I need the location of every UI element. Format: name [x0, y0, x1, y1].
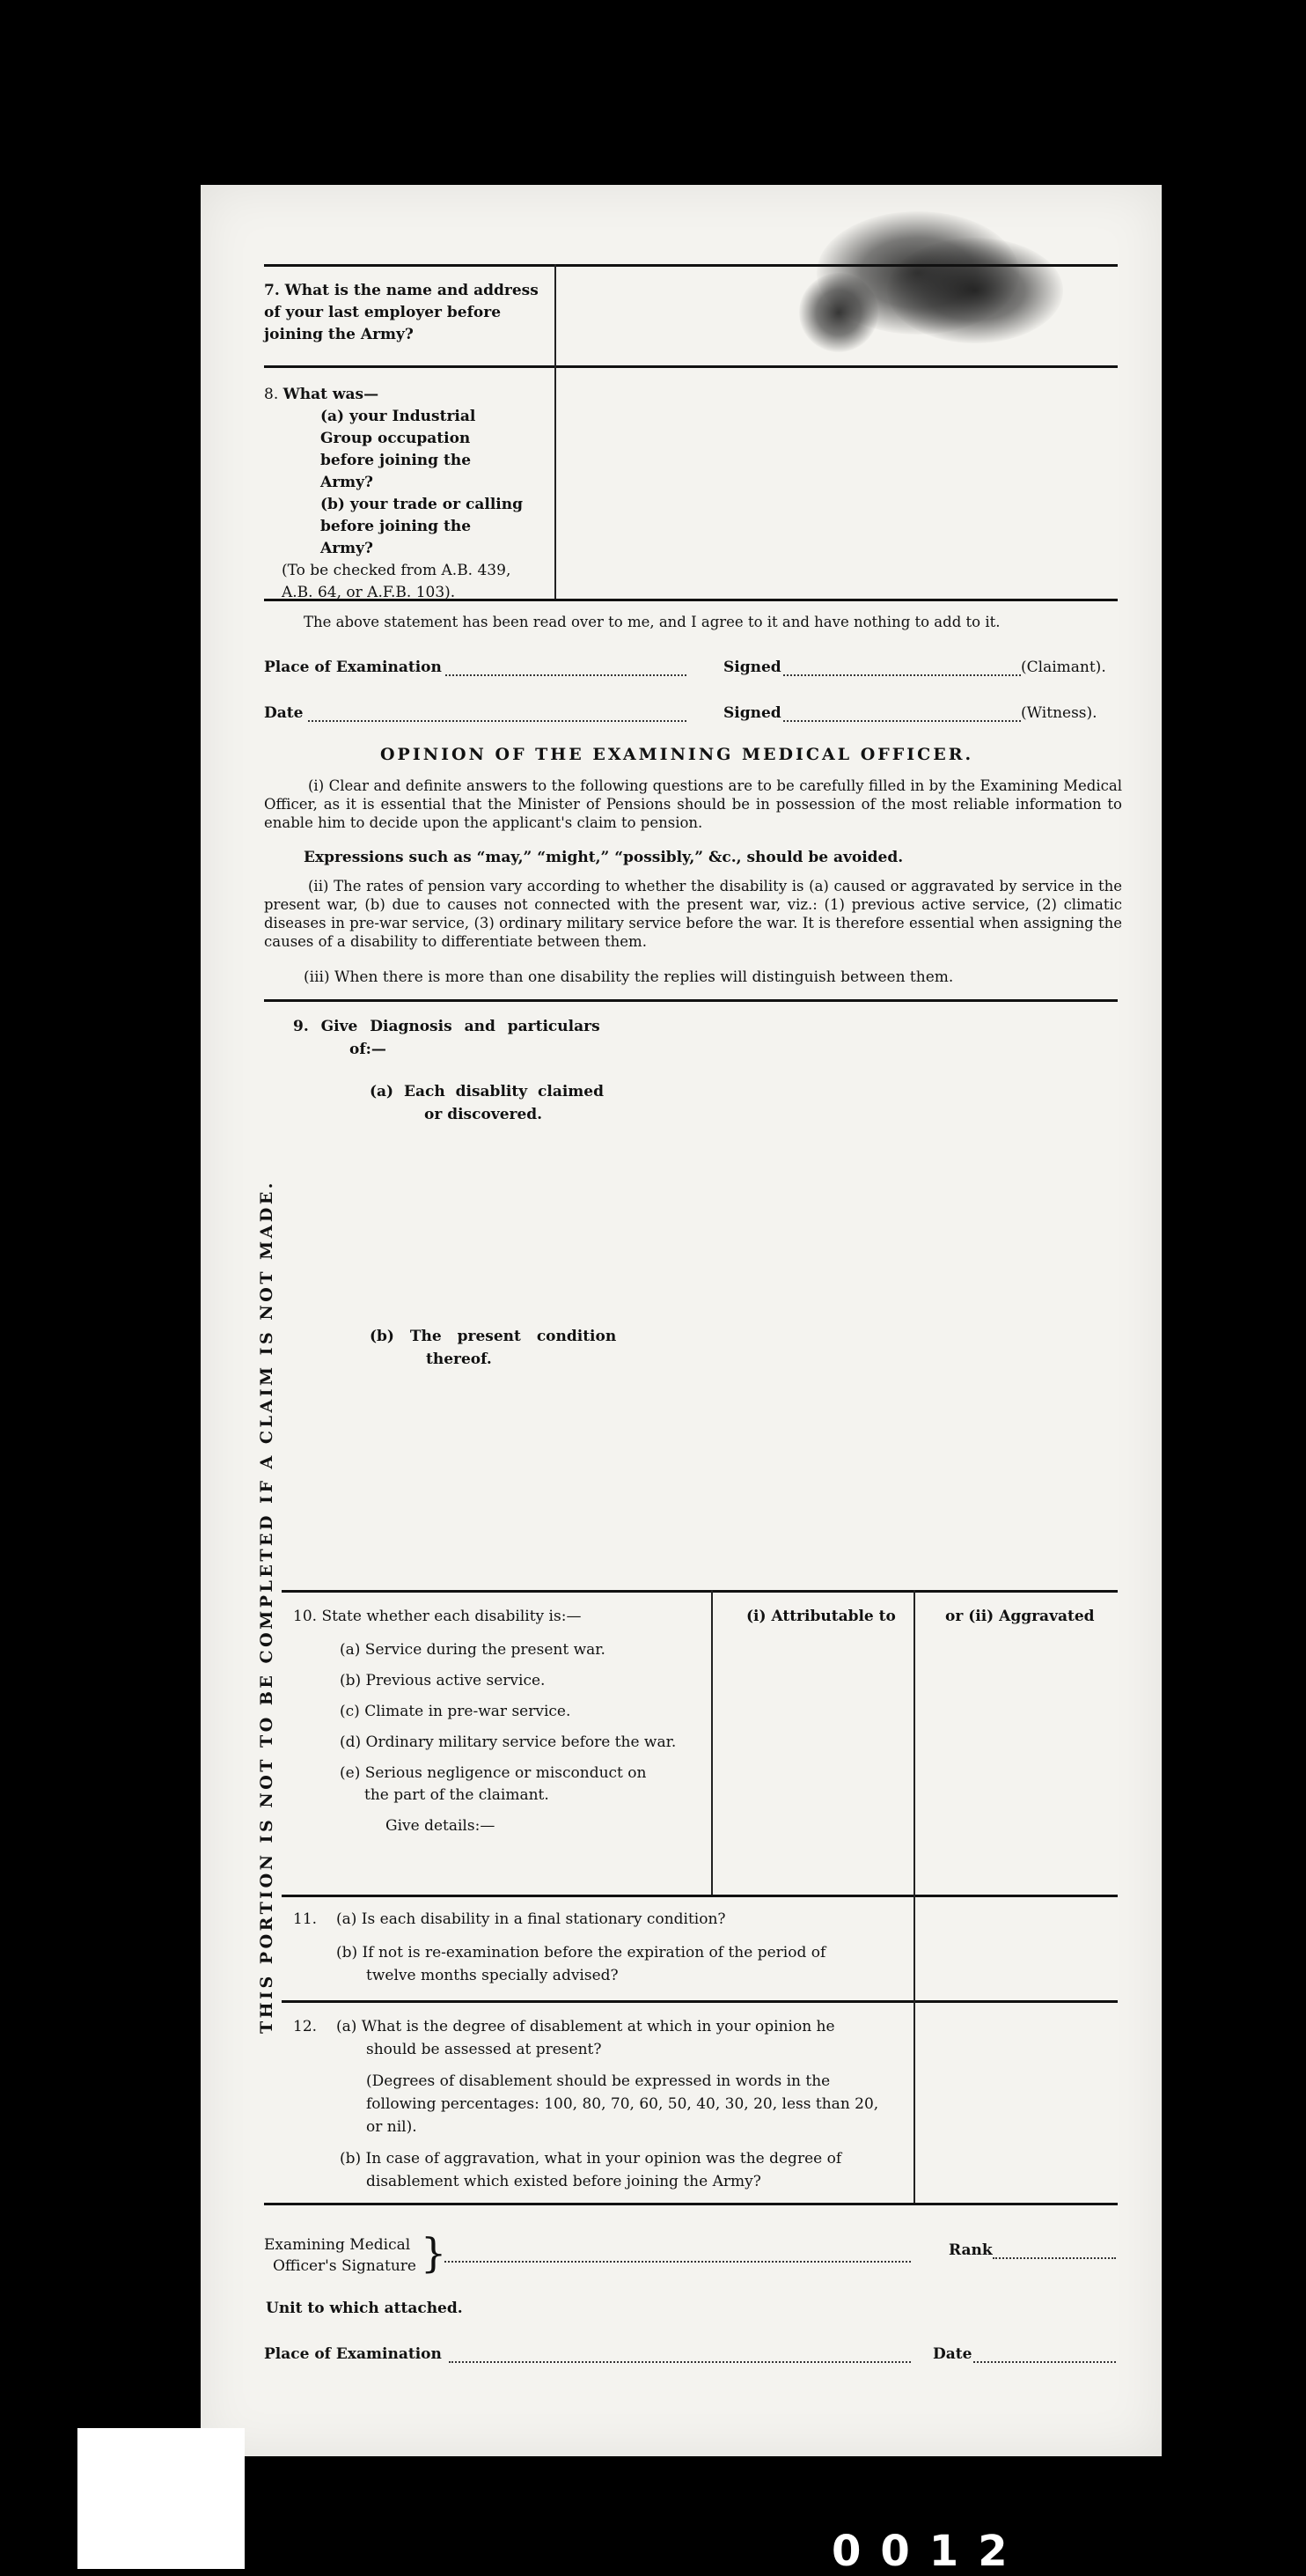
q12-number: 12. — [293, 2018, 318, 2035]
unit-label: Unit to which attached. — [266, 2300, 463, 2317]
ink-stain — [799, 273, 878, 352]
q12-b1: (b) In case of aggravation, what in your opinion was the degree of — [340, 2150, 842, 2168]
witness-signature-field[interactable] — [783, 720, 1021, 722]
q12-b2: disablement which existed before joining the Army? — [366, 2173, 761, 2190]
column-divider — [913, 1590, 915, 2203]
emo-label-1: Examining Medical — [264, 2236, 411, 2254]
q10-col2: or (ii) Aggravated — [945, 1608, 1095, 1625]
q10-intro: 10. State whether each disability is:— — [293, 1608, 582, 1625]
rank-label: Rank — [949, 2241, 993, 2259]
q10-item-c: (c) Climate in pre-war service. — [340, 1703, 571, 1720]
claimant-signature-field[interactable] — [783, 674, 1021, 676]
opinion-paragraph-1: (i) Clear and definite answers to the following questions are to be carefully filled in by the Examining Medical Officer, as it is essential that the Minister of Pensions should be in possession of the most reliable information to enable him to decide upon the applicant's claim to pension. — [264, 777, 1122, 831]
statement: The above statement has been read over to me, and I agree to it and have nothing to add to it. — [304, 614, 1001, 630]
q10-item-e2: the part of the claimant. — [364, 1786, 549, 1804]
q10-items — [340, 1639, 709, 1837]
q10-item-a: (a) Service during the present war. — [340, 1641, 605, 1659]
q10-col1: (i) Attributable to — [746, 1608, 896, 1625]
rule — [282, 1590, 1118, 1593]
q9-line2: of:— — [349, 1041, 386, 1058]
place-field[interactable] — [445, 674, 686, 676]
q11-a: (a) Is each disability in a final stationary condition? — [336, 1910, 726, 1928]
q10-item-e: (e) Serious negligence or misconduct on — [340, 1764, 647, 1782]
white-label-patch — [77, 2428, 245, 2569]
q10-item-b: (b) Previous active service. — [340, 1672, 546, 1689]
q9-a2: or discovered. — [424, 1106, 543, 1123]
q7-text: What is the name and address of your last employer before joining the Army? — [264, 282, 539, 343]
footer-date-field[interactable] — [973, 2361, 1116, 2363]
emo-signature-field[interactable] — [444, 2261, 911, 2263]
question-7 — [264, 280, 546, 346]
brace-icon: } — [421, 2229, 447, 2277]
q10-details: Give details:— — [385, 1817, 495, 1835]
opinion-heading: OPINION OF THE EXAMINING MEDICAL OFFICER. — [380, 745, 974, 764]
q9-b2: thereof. — [426, 1351, 492, 1368]
date-field[interactable] — [308, 720, 686, 722]
rule — [264, 365, 1118, 368]
q10-item-d: (d) Ordinary military service before the war. — [340, 1733, 677, 1751]
opinion-paragraph-2: Expressions such as “may,” “might,” “possibly,” &c., should be avoided. — [304, 849, 904, 866]
opinion-paragraph-4: (iii) When there is more than one disability the replies will distinguish between them. — [304, 968, 954, 986]
rule — [282, 1895, 1118, 1897]
column-divider — [711, 1590, 713, 1895]
emo-label-2: Officer's Signature — [273, 2257, 416, 2275]
q7-number: 7. — [264, 282, 280, 299]
q12-n3: or nil). — [366, 2118, 417, 2136]
signed-label-1: Signed — [723, 659, 781, 676]
rule — [282, 2000, 1118, 2003]
claimant-label: (Claimant). — [1021, 659, 1106, 676]
q8-number: 8. — [264, 386, 279, 403]
rule — [264, 264, 1118, 267]
q11-b1: (b) If not is re-examination before the expiration of the period of — [336, 1944, 826, 1961]
q12-n1: (Degrees of disablement should be expressed in words in the — [366, 2072, 831, 2090]
place-label: Place of Examination — [264, 659, 442, 676]
witness-label: (Witness). — [1021, 704, 1097, 722]
ink-stain — [887, 238, 1063, 343]
rule — [264, 999, 1118, 1002]
q12-n2: following percentages: 100, 80, 70, 60, 50, 40, 30, 20, less than 20, — [366, 2095, 879, 2113]
date-label: Date — [264, 704, 304, 722]
rank-field[interactable] — [993, 2257, 1116, 2259]
opinion-paragraph-3: (ii) The rates of pension vary according to whether the disability is (a) caused or aggravated by service in the present war, (b) due to causes not connected with the present war, viz.: (1) previous active service, (2) climatic diseases in pre-war service, (3) ordinary military service before the war. It is therefore essential when assigning the causes of a disability to differentiate between them. — [264, 878, 1122, 950]
q8-a: (a) your Industrial Group occupation before joining the Army? — [320, 408, 476, 491]
column-divider — [554, 264, 556, 599]
question-8 — [264, 384, 546, 604]
q9-line1: 9. Give Diagnosis and particulars — [293, 1018, 600, 1035]
q8-intro: What was— — [282, 386, 379, 403]
footer-date-label: Date — [933, 2345, 972, 2363]
footer-place-label: Place of Examination — [264, 2345, 442, 2363]
q11-b2: twelve months specially advised? — [366, 1967, 619, 1984]
q11-number: 11. — [293, 1910, 318, 1928]
vertical-note: THIS PORTION IS NOT TO BE COMPLETED IF A CLAIM IS NOT MADE. — [257, 1180, 276, 2034]
q8-note: (To be checked from A.B. 439, A.B. 64, or A.F.B. 103). — [282, 562, 511, 601]
q8-b: (b) your trade or calling before joining the Army? — [320, 496, 523, 557]
q12-a1: (a) What is the degree of disablement at which in your opinion he — [336, 2018, 835, 2035]
q9-b: (b) The present condition — [370, 1328, 617, 1345]
frame-number: 0012 — [832, 2527, 1027, 2576]
signed-label-2: Signed — [723, 704, 781, 722]
footer-place-field[interactable] — [449, 2361, 911, 2363]
q9-a: (a) Each disablity claimed — [370, 1083, 604, 1100]
q12-a2: should be assessed at present? — [366, 2041, 602, 2058]
rule — [264, 2203, 1118, 2205]
